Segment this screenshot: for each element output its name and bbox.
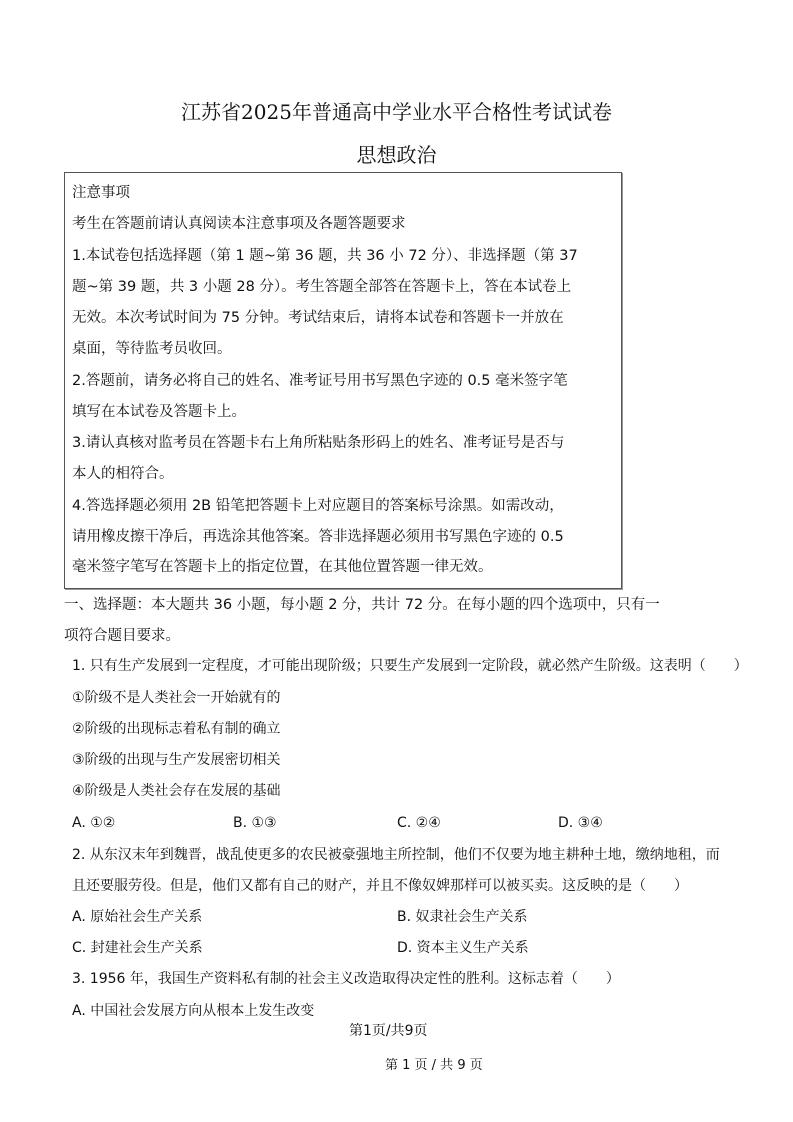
question-2-option-d: D. 资本主义生产关系 (397, 940, 529, 956)
section-heading: 一、选择题：本大题共 36 小题，每小题 2 分，共计 72 分。在每小题的四个选项中，只有一 (64, 597, 660, 613)
question-1-option-d: D. ③④ (558, 815, 603, 831)
notice-line: 无效。本次考试时间为 75 分钟。考试结束后，请将本试卷和答题卡一并放在 (72, 310, 564, 326)
question-1-statement: ③阶级的出现与生产发展密切相关 (72, 752, 281, 768)
notice-line: 3.请认真核对监考员在答题卡右上角所粘贴条形码上的姓名、准考证号是否与 (72, 435, 565, 451)
inline-page-number: 第1页/共9页 (349, 1023, 428, 1039)
question-1-option-c: C. ②④ (397, 815, 441, 831)
question-2-stem: 且还要服劳役。但是，他们又都有自己的财产，并且不像奴婢那样可以被买卖。这反映的是（ ） (72, 878, 688, 894)
question-3-option-a: A. 中国社会发展方向从根本上发生改变 (72, 1003, 315, 1019)
notice-line: 请用橡皮擦干净后，再选涂其他答案。答非选择题必须用书写黑色字迹的 0.5 (72, 529, 564, 545)
question-2-stem: 2. 从东汉末年到魏晋，战乱使更多的农民被豪强地主所控制，他们不仅要为地主耕种土地，缴纳地租，而 (72, 847, 720, 863)
notice-line: 毫米签字笔写在答题卡上的指定位置，在其他位置答题一律无效。 (72, 559, 493, 575)
question-3-stem: 3. 1956 年，我国生产资料私有制的社会主义改造取得决定性的胜利。这标志着（ ） (72, 971, 620, 987)
notice-line: 题~第 39 题，共 3 小题 28 分）。考生答题全部答在答题卡上，答在本试卷上 (72, 279, 572, 295)
notice-line: 考生在答题前请认真阅读本注意事项及各题答题要求 (72, 216, 406, 232)
notice-line: 4.答选择题必须用 2B 铅笔把答题卡上对应题目的答案标号涂黑。如需改动， (72, 498, 564, 514)
exam-subject: 思想政治 (356, 143, 437, 167)
question-1-option-a: A. ①② (72, 815, 116, 831)
notice-line: 1.本试卷包括选择题（第 1 题~第 36 题，共 36 小 72 分）、非选择题（第 37 (72, 248, 578, 264)
question-1-option-b: B. ①③ (233, 815, 277, 831)
question-1-statement: ②阶级的出现标志着私有制的确立 (72, 721, 281, 737)
question-2-option-c: C. 封建社会生产关系 (72, 940, 203, 956)
exam-title: 江苏省2025年普通高中学业水平合格性考试试卷 (181, 100, 612, 124)
question-2-option-a: A. 原始社会生产关系 (72, 909, 203, 925)
question-2-option-b: B. 奴隶社会生产关系 (397, 909, 528, 925)
question-1-statement: ④阶级是人类社会存在发展的基础 (72, 783, 281, 799)
question-1-statement: ①阶级不是人类社会一开始就有的 (72, 690, 281, 706)
section-heading: 项符合题目要求。 (64, 628, 180, 644)
notice-line: 填写在本试卷及答题卡上。 (72, 404, 246, 420)
notice-line: 2.答题前，请务必将自己的姓名、准考证号用书写黑色字迹的 0.5 毫米签字笔 (72, 373, 568, 389)
page-footer: 第 1 页 / 共 9 页 (385, 1058, 483, 1073)
notice-line: 本人的相符合。 (72, 466, 174, 482)
question-1-stem: 1. 只有生产发展到一定程度，才可能出现阶级；只要生产发展到一定阶段，就必然产生阶级。这表明（ ） (72, 658, 748, 674)
notice-heading: 注意事项 (72, 185, 130, 201)
notice-line: 桌面，等待监考员收回。 (72, 341, 232, 357)
